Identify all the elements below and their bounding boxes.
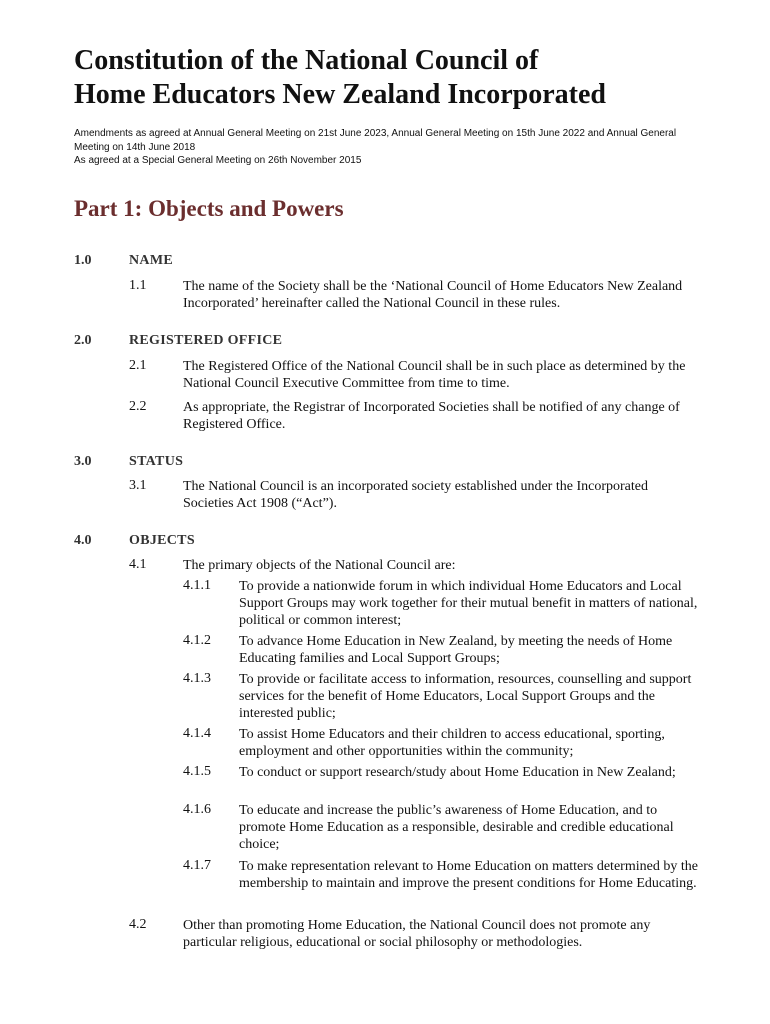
section-title: STATUS (129, 454, 184, 469)
clause-text: Other than promoting Home Education, the National Council does not promote any particular religious, educational or social philosophy or methodologies. (183, 918, 651, 950)
clause-number: 2.1 (129, 358, 147, 373)
subclause-number: 4.1.4 (183, 726, 211, 741)
clause-number: 4.1 (129, 557, 147, 572)
subclause-number: 4.1.5 (183, 764, 211, 779)
clause-text: The name of the Society shall be the ‘National Council of Home Educators New Zealand Incorporated’ hereinafter called the National Council in these rules. (183, 279, 683, 311)
section-title: OBJECTS (129, 533, 195, 548)
part-heading: Part 1: Objects and Powers (74, 196, 344, 221)
title-line-1: Constitution of the National Council of (74, 45, 539, 76)
document-title (74, 44, 606, 112)
clause-text: As appropriate, the Registrar of Incorporated Societies shall be notified of any change of Registered Office. (183, 400, 680, 432)
section-number: 3.0 (74, 454, 92, 469)
amendment-note: As agreed at a Special General Meeting on 26th November 2015 (74, 155, 362, 166)
subclause-text: To educate and increase the public’s awareness of Home Education, and to promote Home Education as a responsible, desirable and credible educational choice; (239, 803, 674, 852)
section-title: REGISTERED OFFICE (129, 333, 283, 348)
subclause-text: To advance Home Education in New Zealand, by meeting the needs of Home Educating families and Local Support Groups; (239, 634, 673, 666)
subclause-number: 4.1.1 (183, 578, 211, 593)
subclause-text: To make representation relevant to Home Education on matters determined by the membership to maintain and improve the present conditions for Home Educating. (239, 859, 698, 891)
subclause-number: 4.1.7 (183, 858, 211, 873)
clause-number: 4.2 (129, 917, 147, 932)
title-line-2: Home Educators New Zealand Incorporated (74, 79, 606, 110)
amendment-notes (74, 127, 714, 168)
section-number: 2.0 (74, 333, 92, 348)
clause-number: 2.2 (129, 399, 147, 414)
subclause-text: To assist Home Educators and their children to access educational, sporting, employment and other opportunities within the community; (239, 727, 665, 759)
clause-text: The Registered Office of the National Council shall be in such place as determined by the National Council Executive Committee from time to time. (183, 359, 686, 391)
subclause-text: To provide a nationwide forum in which individual Home Educators and Local Support Groups may work together for their mutual benefit in matters of national, political or common interest; (239, 579, 698, 628)
subclause-number: 4.1.6 (183, 802, 211, 817)
amendment-note: Amendments as agreed at Annual General Meeting on 21st June 2023, Annual General Meeting on 15th June 2022 and Annual General Meeting on 14th June 2018 (74, 128, 677, 153)
clause-number: 1.1 (129, 278, 147, 293)
section-number: 1.0 (74, 253, 92, 268)
clause-text: The primary objects of the National Council are: (183, 558, 456, 573)
subclause-text: To conduct or support research/study about Home Education in New Zealand; (239, 765, 676, 780)
subclause-number: 4.1.2 (183, 633, 211, 648)
section-title: NAME (129, 253, 173, 268)
subclause-text: To provide or facilitate access to information, resources, counselling and support services for the benefit of Home Educators, Local Support Groups and the interested public; (239, 672, 692, 721)
clause-text: The National Council is an incorporated society established under the Incorporated Societies Act 1908 (“Act”). (183, 479, 648, 511)
clause-number: 3.1 (129, 478, 147, 493)
subclause-number: 4.1.3 (183, 671, 211, 686)
section-number: 4.0 (74, 533, 92, 548)
